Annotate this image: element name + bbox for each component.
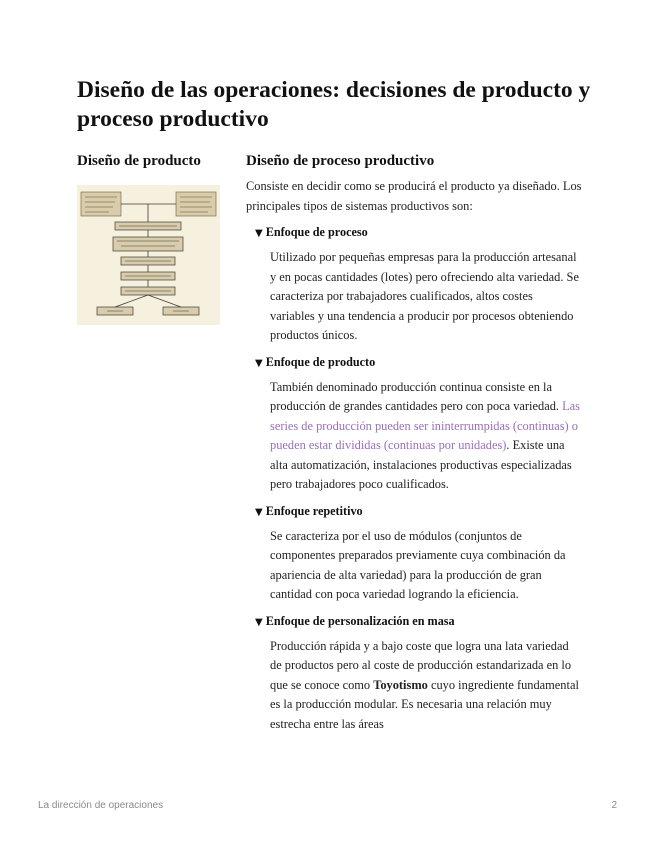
section-body: Utilizado por pequeñas empresas para la producción artesanal y en pocas cantidades (lotes) pero ofreciendo alta variedad. Se caracteriza por trabajadores cualificados, altos costes variables y una tendencia a producir por procesos obteniendo productos únicos. [270, 250, 579, 342]
section-product-approach [246, 353, 586, 495]
product-design-flowchart [77, 185, 220, 325]
section-title: Enfoque de producto [265, 354, 376, 369]
section-toggle[interactable] [255, 223, 586, 243]
caret-down-icon: ▼ [255, 228, 263, 239]
caret-down-icon: ▼ [255, 357, 263, 369]
process-design-intro: Consiste en decidir como se producirá el producto ya diseñado. Los principales tipos de sistemas productivos son: [246, 179, 582, 213]
section-toggle[interactable] [255, 502, 586, 522]
section-mass-customization [246, 612, 586, 735]
diagram-box [176, 192, 216, 216]
toyotismo-term: Toyotismo [373, 677, 428, 692]
diagram-box [81, 192, 121, 216]
process-design-heading: Diseño de proceso productivo [246, 153, 435, 169]
page-number: 2 [611, 800, 617, 811]
section-body-text: Producción rápida y a bajo coste que logra una lata variedad de productos pero al coste de producción estandarizada en lo que se conoce como [270, 638, 572, 692]
product-design-diagram [77, 185, 220, 325]
section-repetitive-approach [246, 502, 586, 605]
caret-down-icon: ▼ [255, 506, 263, 518]
page-title: Diseño de las operaciones: decisiones de producto y proceso productivo [77, 77, 591, 132]
production-series-link[interactable]: Las series de producción pueden ser ininterrumpidas (continuas) o pueden estar divididas (continuas por unidades) [270, 399, 580, 452]
section-title: Enfoque de personalización en masa [265, 613, 455, 628]
diagram-box [113, 237, 183, 251]
section-body [270, 637, 580, 735]
section-process-approach [246, 223, 586, 346]
section-title: Enfoque de proceso [265, 225, 368, 239]
section-title: Enfoque repetitivo [265, 503, 363, 518]
section-toggle[interactable] [255, 612, 586, 632]
footer-chapter-title: La dirección de operaciones [38, 800, 164, 811]
section-body [270, 378, 580, 495]
section-toggle[interactable] [255, 353, 586, 373]
section-body-text: cuyo ingrediente fundamental es la producción modular. Es necesaria una relación muy estrecha entre las áreas [270, 677, 579, 731]
section-body: Se caracteriza por el uso de módulos (conjuntos de componentes preparados previamente cuya combinación da apariencia de alta variedad) para la producción de gran cantidad con poca variedad logrando la eficiencia. [270, 528, 566, 601]
product-design-heading: Diseño de producto [77, 153, 201, 169]
caret-down-icon: ▼ [255, 616, 263, 628]
section-body-text: . Existe una alta automatización, instalaciones productivas especializadas pero trabajadores poco cualificados. [270, 438, 572, 491]
right-column [246, 151, 586, 734]
section-body-text: También denominado producción continua consiste en la producción de grandes cantidades pero con poca variedad. [270, 379, 563, 413]
left-column [77, 151, 227, 171]
